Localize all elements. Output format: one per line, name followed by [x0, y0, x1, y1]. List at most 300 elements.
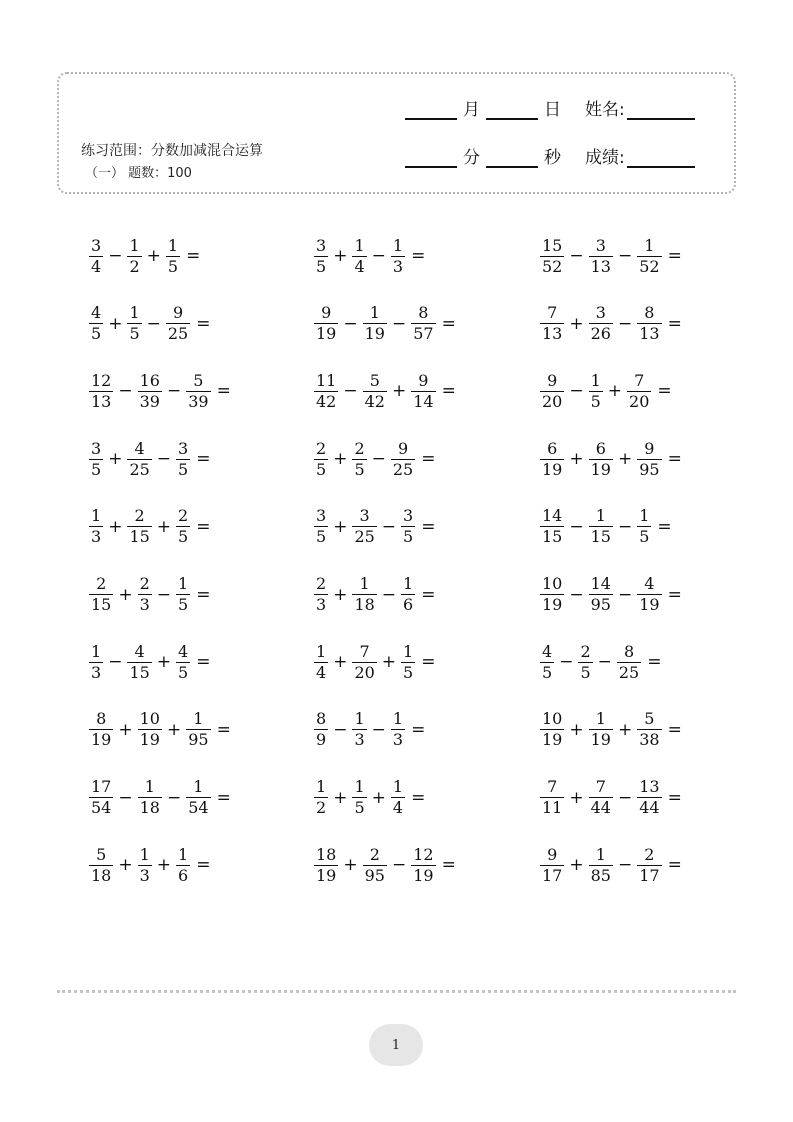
problem-expression [88, 637, 210, 687]
problem-expression [539, 231, 682, 281]
denominator: 5 [403, 527, 414, 547]
denominator: 95 [188, 730, 209, 750]
denominator: 3 [139, 865, 150, 885]
equals-sign: = [421, 449, 436, 470]
numerator: 2 [369, 844, 380, 864]
numerator: 1 [595, 709, 606, 729]
problem-expression [88, 366, 231, 416]
operator: − [381, 516, 397, 537]
problem-expression [88, 773, 231, 823]
equals-sign: = [411, 719, 426, 740]
problem-expression [313, 366, 456, 416]
numerator: 2 [644, 844, 655, 864]
numerator: 1 [369, 303, 380, 323]
denominator: 18 [91, 865, 112, 885]
equals-sign: = [667, 313, 682, 334]
numerator: 14 [542, 506, 563, 526]
numerator: 2 [354, 438, 365, 458]
equals-sign: = [441, 313, 456, 334]
denominator: 54 [188, 798, 209, 818]
operator: + [156, 652, 172, 673]
problem-expression [88, 570, 210, 620]
operator: + [333, 787, 348, 808]
numerator: 9 [547, 844, 558, 864]
fraction [637, 777, 661, 818]
numerator: 7 [547, 777, 558, 797]
numerator: 1 [193, 709, 204, 729]
operator: − [617, 855, 633, 876]
fraction [352, 574, 376, 615]
denominator: 5 [316, 527, 327, 547]
denominator: 5 [403, 662, 414, 682]
numerator: 6 [595, 438, 606, 458]
denominator: 20 [629, 391, 650, 411]
fraction [589, 777, 613, 818]
numerator: 10 [542, 709, 563, 729]
denominator: 25 [392, 459, 414, 479]
equals-sign: = [647, 652, 662, 673]
equals-sign: = [667, 246, 682, 266]
operator: + [569, 313, 584, 334]
equals-sign: = [196, 313, 211, 334]
fraction [138, 371, 162, 412]
fraction [186, 709, 210, 750]
denominator: 42 [316, 391, 337, 411]
numerator: 1 [167, 235, 179, 255]
operator: + [108, 313, 123, 334]
denominator: 42 [364, 391, 385, 411]
numerator: 4 [91, 303, 102, 323]
operator: + [108, 449, 123, 470]
numerator: 12 [413, 844, 434, 864]
fraction [176, 642, 190, 683]
fraction [138, 845, 152, 886]
equals-sign: = [657, 516, 672, 537]
equals-sign: = [196, 516, 211, 537]
fraction [637, 574, 661, 615]
operator: + [146, 246, 161, 266]
denominator: 19 [139, 730, 160, 750]
operator: − [343, 313, 358, 334]
denominator: 25 [618, 662, 640, 682]
operator: + [118, 719, 133, 740]
problem-expression [539, 502, 672, 552]
equals-sign: = [411, 787, 426, 808]
problem-expression [539, 840, 682, 890]
operator: + [617, 449, 633, 470]
denominator: 54 [91, 798, 112, 818]
fraction [176, 439, 190, 480]
operator: − [617, 516, 633, 537]
operator: + [108, 516, 123, 537]
fraction [352, 777, 366, 818]
problem-expression [539, 366, 672, 416]
equals-sign: = [667, 855, 682, 876]
numerator: 11 [316, 370, 337, 390]
fraction [127, 236, 141, 277]
operator: + [333, 449, 348, 470]
operator: − [391, 855, 407, 876]
numerator: 3 [178, 438, 189, 458]
numerator: 3 [316, 235, 327, 255]
fraction [589, 303, 613, 344]
fraction [540, 777, 564, 818]
operator: + [569, 855, 584, 876]
fraction [637, 236, 661, 277]
numerator: 9 [172, 303, 184, 323]
problem-expression [539, 434, 682, 484]
denominator: 44 [590, 798, 611, 818]
equals-sign: = [196, 652, 211, 673]
operator: + [371, 787, 386, 808]
fraction [589, 709, 613, 750]
numerator: 1 [193, 777, 204, 797]
numerator: 14 [590, 574, 611, 593]
operator: − [371, 719, 386, 740]
fraction [540, 371, 564, 412]
month-label: 月 [463, 100, 480, 120]
operator: − [559, 652, 574, 673]
operator: − [569, 584, 584, 605]
fraction [540, 574, 564, 615]
operator: + [617, 719, 633, 740]
problem-expression [539, 773, 682, 823]
fraction [166, 303, 190, 344]
equals-sign: = [186, 246, 201, 266]
denominator: 19 [590, 459, 611, 479]
operator: + [381, 652, 397, 673]
fraction [627, 371, 651, 412]
minute-label: 分 [463, 148, 480, 168]
denominator: 5 [178, 527, 189, 547]
problem-expression [88, 705, 231, 755]
denominator: 57 [413, 324, 434, 344]
numerator: 15 [542, 235, 563, 255]
numerator: 1 [354, 235, 365, 255]
fraction [352, 506, 376, 547]
fraction [89, 371, 113, 412]
denominator: 19 [91, 730, 112, 750]
numerator: 16 [139, 370, 160, 390]
problem-expression [313, 502, 435, 552]
denominator: 38 [639, 730, 660, 750]
equals-sign: = [667, 584, 682, 605]
numerator: 2 [316, 438, 327, 458]
problem-expression [313, 773, 425, 823]
operator: + [569, 449, 584, 470]
problem-expression [88, 299, 210, 349]
numerator: 1 [91, 641, 102, 661]
fraction [589, 574, 613, 615]
fraction [578, 642, 592, 683]
problem-expression [539, 705, 682, 755]
fraction [411, 303, 435, 344]
operator: − [569, 381, 584, 402]
denominator: 19 [590, 730, 611, 750]
numerator: 5 [644, 709, 655, 729]
numerator: 8 [418, 303, 429, 323]
numerator: 3 [595, 235, 606, 255]
numerator: 2 [96, 574, 107, 593]
fraction [138, 709, 162, 750]
equals-sign: = [216, 719, 231, 740]
denominator: 3 [316, 595, 327, 614]
denominator: 18 [139, 798, 160, 818]
operator: − [156, 449, 172, 470]
operator: + [569, 719, 584, 740]
numerator: 4 [178, 641, 189, 661]
equals-sign: = [441, 381, 456, 402]
denominator: 95 [639, 459, 660, 479]
fraction [314, 574, 328, 615]
denominator: 3 [392, 256, 404, 276]
numerator: 1 [639, 506, 650, 526]
fraction [637, 845, 661, 886]
numerator: 1 [644, 235, 655, 255]
fraction [589, 506, 613, 547]
numerator: 17 [91, 777, 112, 797]
fraction [391, 709, 405, 750]
numerator: 12 [91, 370, 112, 390]
denominator: 5 [354, 798, 365, 818]
operator: + [333, 246, 348, 266]
denominator: 13 [91, 391, 112, 411]
numerator: 1 [316, 777, 327, 797]
page-number: 1 [369, 1024, 423, 1066]
numerator: 3 [91, 235, 102, 255]
denominator: 95 [364, 865, 385, 885]
operator: + [607, 381, 623, 402]
fraction [176, 845, 190, 886]
fraction [89, 845, 113, 886]
fraction [617, 642, 641, 683]
problem-expression [313, 570, 435, 620]
numerator: 1 [359, 574, 370, 593]
operator: − [166, 381, 182, 402]
numerator: 9 [397, 438, 409, 458]
equals-sign: = [421, 652, 436, 673]
fraction [540, 236, 564, 277]
operator: − [118, 787, 133, 808]
numerator: 1 [178, 844, 189, 864]
denominator: 5 [639, 527, 650, 547]
operator: + [156, 855, 172, 876]
fraction [589, 439, 613, 480]
numerator: 8 [96, 709, 107, 729]
problem-expression [313, 231, 425, 281]
denominator: 15 [590, 527, 611, 547]
denominator: 2 [129, 256, 140, 276]
numerator: 7 [359, 641, 370, 661]
denominator: 5 [580, 662, 591, 682]
name-label: 姓名: [585, 100, 625, 120]
fraction [89, 642, 103, 683]
problem-expression [539, 637, 661, 687]
denominator: 19 [542, 595, 563, 614]
denominator: 2 [316, 798, 327, 818]
numerator: 10 [139, 709, 160, 729]
fraction [352, 642, 376, 683]
numerator: 3 [595, 303, 606, 323]
fraction [89, 236, 103, 277]
operator: − [371, 246, 386, 266]
fraction [89, 439, 103, 480]
denominator: 15 [129, 662, 150, 682]
fraction [138, 777, 162, 818]
practice-count: （一） 题数：100 [85, 166, 192, 181]
denominator: 3 [354, 730, 365, 750]
numerator: 5 [369, 370, 380, 390]
numerator: 1 [354, 709, 365, 729]
fraction [314, 709, 328, 750]
denominator: 19 [316, 324, 337, 344]
denominator: 13 [542, 324, 563, 344]
fraction [89, 303, 103, 344]
operator: − [156, 584, 172, 605]
denominator: 26 [590, 324, 611, 344]
problem-expression [313, 637, 435, 687]
operator: − [381, 584, 397, 605]
score-label: 成绩: [585, 148, 625, 168]
denominator: 13 [639, 324, 660, 344]
day-label: 日 [544, 100, 561, 120]
problem-expression [313, 840, 456, 890]
fraction [166, 236, 180, 277]
denominator: 5 [316, 256, 327, 276]
numerator: 1 [316, 641, 327, 661]
numerator: 1 [392, 709, 404, 729]
equals-sign: = [196, 449, 211, 470]
fraction [363, 371, 387, 412]
fraction [89, 574, 113, 615]
denominator: 5 [91, 324, 102, 344]
problem-expression [88, 434, 210, 484]
denominator: 6 [178, 865, 189, 885]
fraction [540, 642, 554, 683]
equals-sign: = [667, 449, 682, 470]
equals-sign: = [411, 246, 426, 266]
denominator: 19 [639, 595, 660, 614]
denominator: 39 [139, 391, 160, 411]
fraction [637, 439, 661, 480]
numerator: 8 [644, 303, 655, 323]
numerator: 1 [144, 777, 155, 797]
denominator: 19 [542, 730, 563, 750]
numerator: 5 [193, 370, 204, 390]
equals-sign: = [421, 516, 436, 537]
fraction [89, 709, 113, 750]
denominator: 25 [354, 527, 375, 547]
denominator: 6 [403, 595, 414, 614]
operator: + [166, 719, 182, 740]
footer-divider [57, 990, 736, 993]
fraction [401, 506, 415, 547]
numerator: 8 [316, 709, 327, 729]
fraction [127, 642, 151, 683]
numerator: 4 [542, 641, 553, 661]
problem-expression [539, 570, 682, 620]
operator: − [166, 787, 182, 808]
denominator: 39 [188, 391, 209, 411]
equals-sign: = [657, 381, 672, 402]
numerator: 3 [316, 506, 327, 526]
operator: − [108, 652, 123, 673]
denominator: 20 [542, 391, 563, 411]
operator: − [569, 246, 584, 266]
fraction [540, 439, 564, 480]
operator: + [333, 584, 348, 605]
denominator: 18 [354, 595, 375, 614]
numerator: 2 [580, 641, 591, 661]
numerator: 1 [403, 574, 414, 593]
numerator: 1 [178, 574, 189, 593]
numerator: 9 [547, 370, 558, 390]
fraction [540, 709, 564, 750]
numerator: 7 [595, 777, 606, 797]
denominator: 5 [178, 595, 189, 614]
fraction [314, 303, 338, 344]
denominator: 3 [91, 527, 102, 547]
equals-sign: = [421, 584, 436, 605]
operator: − [597, 652, 612, 673]
denominator: 15 [91, 595, 112, 614]
problem-expression [313, 434, 435, 484]
denominator: 15 [542, 527, 563, 547]
numerator: 2 [178, 506, 189, 526]
operator: − [617, 787, 633, 808]
operator: − [108, 246, 123, 266]
operator: + [569, 787, 584, 808]
second-label: 秒 [544, 148, 561, 168]
numerator: 1 [403, 641, 414, 661]
problem-expression [88, 502, 210, 552]
numerator: 1 [354, 777, 365, 797]
fraction [589, 371, 603, 412]
denominator: 5 [354, 459, 365, 479]
fraction [391, 777, 405, 818]
fraction [589, 845, 613, 886]
denominator: 5 [316, 459, 327, 479]
numerator: 1 [129, 303, 140, 323]
fraction [314, 236, 328, 277]
numerator: 7 [634, 370, 645, 390]
denominator: 17 [542, 865, 563, 885]
fraction [127, 439, 151, 480]
numerator: 1 [595, 844, 606, 864]
fraction [127, 506, 151, 547]
denominator: 52 [542, 256, 563, 276]
numerator: 10 [542, 574, 563, 593]
denominator: 5 [178, 459, 189, 479]
denominator: 11 [542, 798, 563, 818]
numerator: 9 [644, 438, 655, 458]
fraction [540, 845, 564, 886]
operator: − [617, 313, 633, 334]
fraction [352, 439, 366, 480]
fraction [176, 574, 190, 615]
numerator: 9 [321, 303, 332, 323]
numerator: 2 [139, 574, 150, 593]
equals-sign: = [196, 584, 211, 605]
operator: + [343, 855, 358, 876]
denominator: 5 [178, 662, 189, 682]
denominator: 19 [316, 865, 337, 885]
problem-expression [539, 299, 682, 349]
fraction [637, 506, 651, 547]
fraction [401, 642, 415, 683]
practice-range: 练习范围：分数加减混合运算 [81, 143, 263, 159]
denominator: 3 [91, 662, 102, 682]
